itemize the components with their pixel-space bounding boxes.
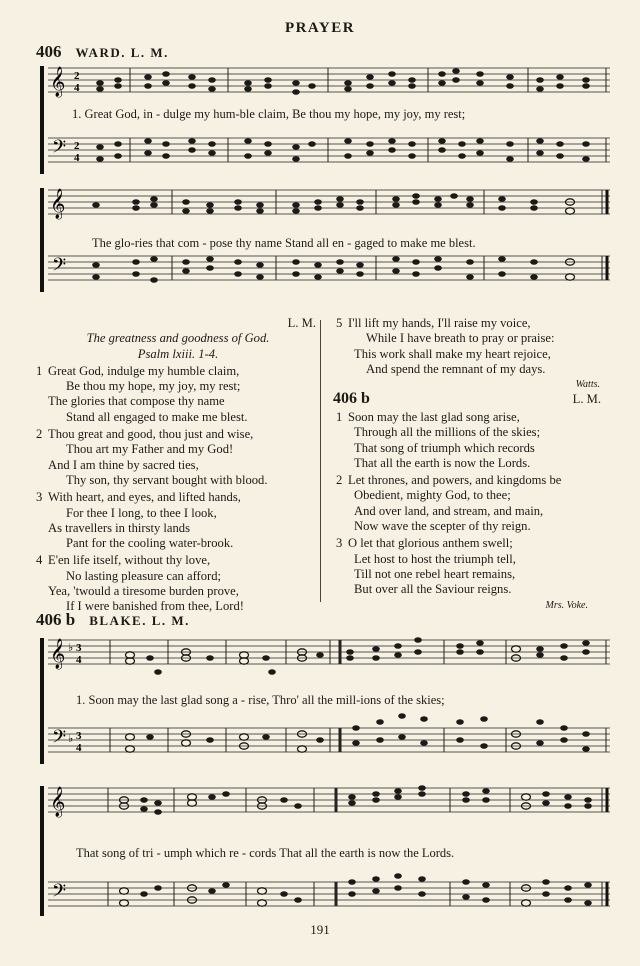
attribution: Watts. [575, 379, 600, 391]
hymn-406-text [36, 316, 320, 615]
verse-line: Now wave the scepter of thy reign. [354, 519, 531, 534]
verse-line: O let that glorious anthem swell; [348, 536, 513, 551]
verse-4 [36, 553, 320, 614]
verse-number: 1 [36, 363, 43, 378]
verse-line: Pant for the cooling water-brook. [66, 536, 234, 551]
svg-text:2: 2 [74, 70, 80, 82]
section-title: PRAYER [284, 20, 356, 36]
verse-line: And spend the remnant of my days. [366, 361, 546, 376]
verse-number: 2 [36, 427, 43, 442]
verse-line: The glories that compose thy name [48, 394, 225, 409]
svg-text:4: 4 [74, 152, 80, 164]
verse-line: Let host to host the triumph tell, [354, 551, 516, 566]
verse-line: Thou art my Father and my God! [66, 442, 234, 457]
verse-line: No lasting pleasure can afford; [66, 568, 222, 583]
verse-line: E'en life itself, without thy love, [48, 553, 211, 568]
svg-text:𝄢: 𝄢 [52, 727, 67, 752]
music-system-1 [40, 64, 610, 182]
svg-text:3: 3 [76, 642, 82, 654]
verse-line: With heart, and eyes, and lifted hands, [48, 490, 241, 505]
verse-number: 3 [336, 536, 343, 551]
verse-line: Obedient, mighty God, to thee; [354, 488, 511, 503]
svg-text:𝄢: 𝄢 [52, 881, 67, 906]
verse-line: But over all the Saviour reigns. [354, 582, 512, 597]
verse-line: Great God, indulge my humble claim, [48, 363, 240, 378]
hymn-number: 406 [36, 42, 62, 61]
verse-line: And I am thine by sacred ties, [48, 457, 199, 472]
verse-3 [36, 490, 320, 551]
verse-number: 3 [36, 490, 43, 505]
verse-line: While I have breath to pray or praise: [366, 331, 555, 346]
verse-line: Stand all engaged to make me blest. [66, 409, 248, 424]
verse-line: Let thrones, and powers, and kingdoms be [348, 473, 562, 488]
verse-number: 5 [336, 316, 343, 330]
column-divider [320, 320, 321, 602]
svg-text:3: 3 [76, 730, 82, 742]
verse-line: That song of triumph which records [354, 440, 535, 455]
verse-1 [36, 364, 320, 425]
lyrics-line-1: 1. Great God, in - dulge my hum-ble claim, Be thou my hope, my joy, my rest; [72, 107, 466, 121]
verse-line: Thou great and good, thou just and wise, [48, 427, 254, 442]
svg-text:4: 4 [76, 654, 82, 666]
verse-line: Till not one rebel heart remains, [354, 566, 516, 581]
lyrics-line-3: 1. Soon may the last glad song a - rise, Thro' all the mill-ions of the skies; [76, 693, 445, 707]
verse-line: I'll lift my hands, I'll raise my voice, [348, 316, 531, 330]
lyrics-line-4: That song of tri - umph which re - cords That all the earth is now the Lords. [76, 846, 455, 860]
verse-number: 4 [36, 553, 43, 568]
svg-text:𝄞: 𝄞 [50, 639, 66, 669]
meter-label: L. M. [287, 316, 316, 330]
hymn-406b-heading [36, 610, 190, 630]
verse-3 [336, 536, 608, 597]
verse-number: 1 [336, 410, 343, 424]
meter-label: L. M. [572, 392, 601, 406]
scripture-reference: Psalm lxiii. 1-4. [137, 346, 219, 361]
tune-name: BLAKE. L. M. [89, 613, 190, 628]
svg-text:♭: ♭ [68, 732, 74, 745]
tune-name: WARD. L. M. [75, 45, 169, 60]
hymn-406b-text-heading [333, 390, 605, 408]
hymn-number: 406 b [36, 610, 76, 629]
hymn-number: 406 b [333, 390, 370, 407]
verse-line: And over land, and stream, and main, [354, 503, 544, 518]
svg-text:4: 4 [76, 742, 82, 754]
verse-line: For thee I long, to thee I look, [66, 505, 217, 520]
svg-text:𝄞: 𝄞 [50, 189, 66, 219]
verse-2 [36, 427, 320, 488]
staff-graphic [40, 64, 610, 182]
verse-line: That all the earth is now the Lords. [354, 455, 531, 470]
svg-text:𝄢: 𝄢 [52, 137, 67, 162]
lyrics-line-2: The glo-ries that com - pose thy name Stand all en - gaged to make me blest. [92, 236, 476, 250]
svg-text:2: 2 [74, 140, 80, 152]
svg-text:𝄞: 𝄞 [50, 787, 66, 817]
verse-line: Be thou my hope, my joy, my rest; [66, 379, 241, 394]
verse-number: 2 [336, 473, 343, 488]
svg-text:𝄢: 𝄢 [52, 255, 67, 280]
page-number: 191 [310, 922, 330, 937]
verse-2 [336, 473, 608, 534]
svg-text:♭: ♭ [68, 641, 74, 654]
verse-line: As travellers in thirsty lands [48, 520, 191, 535]
hymn-406-text-continued [336, 316, 608, 392]
verse-5 [336, 316, 608, 377]
hymn-subtitle: The greatness and goodness of God. [86, 331, 270, 346]
verse-line: Yea, 'twould a tiresome burden prove, [48, 584, 239, 599]
hymn-406-heading [36, 42, 169, 62]
svg-text:𝄞: 𝄞 [50, 67, 66, 97]
verse-line: Soon may the last glad song arise, [348, 410, 520, 424]
verse-line: This work shall make my heart rejoice, [354, 346, 551, 361]
verse-1 [336, 410, 608, 471]
hymn-406b-text [336, 410, 608, 613]
verse-line: Through all the millions of the skies; [354, 425, 541, 440]
attribution: Mrs. Voke. [545, 599, 588, 611]
svg-text:4: 4 [74, 82, 80, 94]
verse-line: Thy son, thy servant bought with blood. [66, 472, 268, 487]
verse-line: If I were banished from thee, Lord! [66, 599, 244, 614]
